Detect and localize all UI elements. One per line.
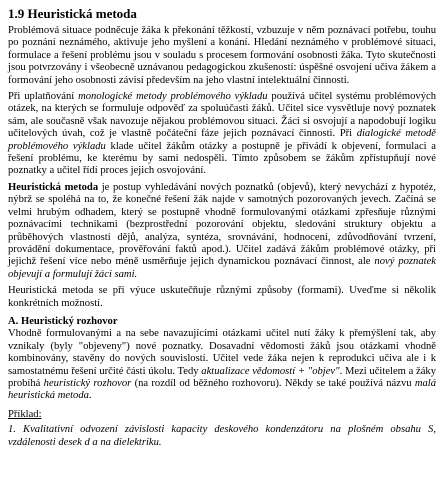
italic-term: heuristický rozhovor xyxy=(43,377,132,389)
italic-term: dialogické metodě problémového výkladu xyxy=(8,128,436,152)
text-segment: (na rozdíl od běžného rozhovoru). Někdy se také používá názvu xyxy=(131,377,415,389)
paragraph-forms xyxy=(8,285,436,310)
example-item: 1. Kvalitativní odvození závislosti kapacity deskového kondenzátoru na plošném obsahu S, vzdálenosti desek d a na dielektriku. xyxy=(8,424,436,448)
text-segment: je postup vyhledávání nových poznatků (objevů), který nevychází z hypotéz, nýbrž se spoléhá na to, že konečné řešení žák najde v samotných pozorovaných jevech. Začíná se velmi hrubým odhadem, který se postupně vhodně formulovanými otázkami zpřesňuje různými poznávacími technikami (bezprostřední pozorování objektu, sledování struktury objektu a průběhových vlastností dějů, analýza, syntéza, srovnávání, hodnocení, zdůvodňování tvrzení, provádění dokumentace, prověřování faktů apod.). Učitel zadává žákům problémové otázky, při jejichž řešení více nebo méně usměrňuje jejich dynamickou poznávací činnost, ale xyxy=(8,181,436,268)
italic-term: monologické metody problémového výkladu xyxy=(78,91,268,103)
section-heading: 1.9 Heuristická metoda xyxy=(8,6,137,21)
paragraph-problem-explanation xyxy=(8,91,436,178)
italic-term: nový poznatek objevují a formulují žáci sami. xyxy=(8,256,436,280)
text-segment: Při uplatňování xyxy=(8,91,79,103)
bold-term: Heuristická metoda xyxy=(8,181,99,193)
paragraph-heuristic-method xyxy=(8,182,436,281)
italic-term: aktualizace vědomostí + "objev" xyxy=(201,365,340,377)
text-segment: používá učitel systému problémových otázek, na kterých se formuluje odpověď za spoluúčasti žáků. Učitel sice vysvětluje nový poznatek sám, ale současně však navozuje nějakou problémovou situaci. Žáci si osvojují a napodobují logiku učitelových úvah, což je vlastně počáteční fáze jejich poznávací činnosti. Při xyxy=(8,91,436,140)
text-segment: Problémová situace podněcuje žáka k překonání těžkostí, vzbuzuje v něm poznávací potřebu, touhu po poznání neznámého, aktivuje jeho myšlení a konání. Hledání neznámého v problémové situaci, formulace a řešení problému jsou v souladu s procesem formování osobnosti žáka. Tyto skutečnosti jsou potvrzovány i všeobecně uznávanou pedagogickou zkušeností: úspěšné osvojení učiva žákem a formování jeho osobnosti závisí především na jeho vlastní intelektuální činnosti. xyxy=(8,25,436,86)
text-segment: . Mezi učitelem a žáky probíhá xyxy=(8,365,437,389)
text-segment: Vhodně formulovanými a na sebe navazujícími otázkami učitel nutí žáky k přemýšlení tak, aby vznikaly (byly "objeveny") nové poznatky. Dosavadní vědomosti žáků jsou otázkami vhodně kombinovány, stavěny do nových souvislostí. Učitel vede žáka nejen k reprodukci učiva ale i k samostatnému řešení určité části úkolu. Tedy xyxy=(8,328,436,377)
subsection-title: A. Heuristický rozhovor xyxy=(8,315,118,327)
example-label-line xyxy=(8,409,436,421)
paragraph-intro xyxy=(8,25,436,87)
italic-term: malá heuristická metoda xyxy=(8,377,437,402)
text-segment: Heuristická metoda se při výuce uskutečňuje různými způsoby (formami). Uveďme si několik konkrétních možností. xyxy=(8,285,436,309)
paragraph-heuristic-dialogue xyxy=(8,328,436,402)
text-segment: . xyxy=(88,390,92,402)
example-label-colon: : xyxy=(38,408,42,420)
example-label: Příklad xyxy=(8,408,39,420)
text-segment: klade učitel žákům otázky a postupně je přivádí k objevení, formulaci a řešení problému, ke kterému by sami nedospěli. Tímto způsobem se žákům zpřístupňují nové poznatky a učitel řídí proces jejich osvojování. xyxy=(8,140,436,177)
